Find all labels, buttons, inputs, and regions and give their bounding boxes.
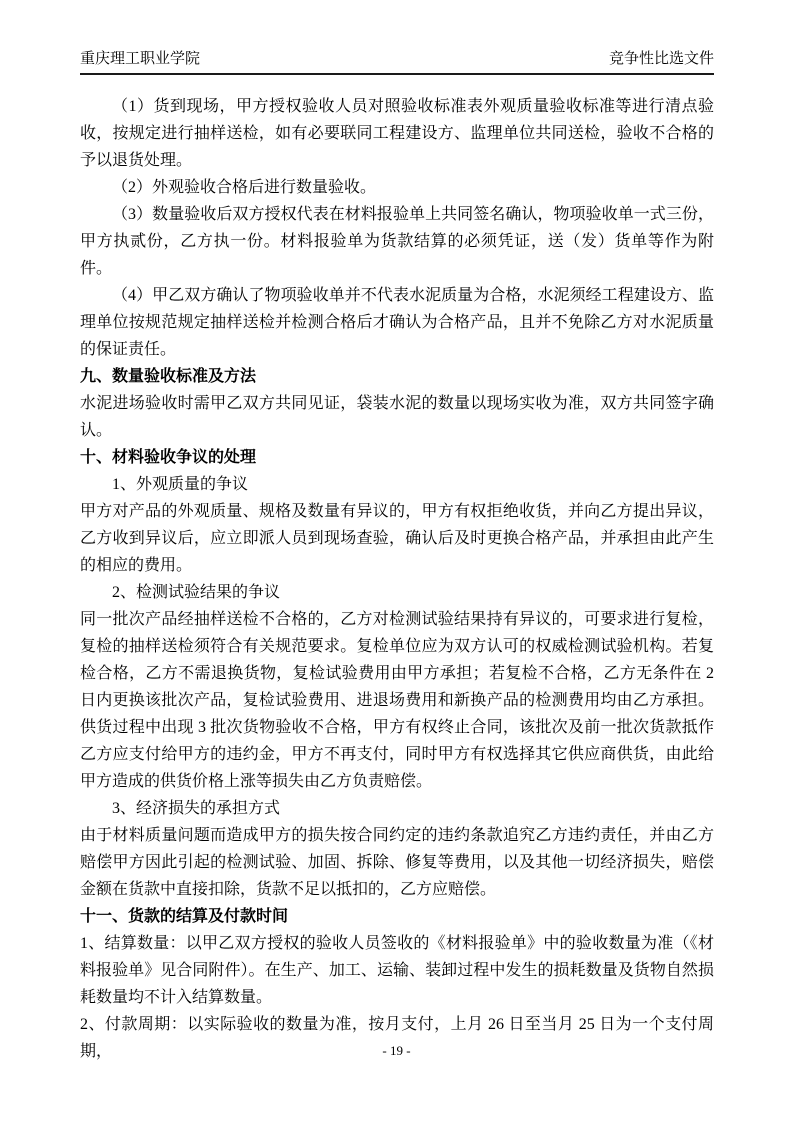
sub-heading: 1、外观质量的争议 (112, 476, 249, 493)
sub-heading: 3、经济损失的承担方式 (112, 800, 281, 817)
paragraph: 同一批次产品经抽样送检不合格的，乙方对检测试验结果持有异议的，可要求进行复检，复检的抽样送检须符合有关规范要求。复检单位应为双方认可的权威检测试验机构。若复检合格，乙方不需退换货物，复检试验费用由甲方承担；若复检不合格，乙方无条件在 2 日内更换该批次产品，复检试验费用、进退场费用和新换产品的检测费用均由乙方承担。供货过程中出现 3 批次货物验收不合格，甲方有权终止合同，该批次及前一批次货款抵作乙方应支付给甲方的违约金，甲方不再支付，同时甲方有权选择其它供应商供货，由此给甲方造成的供货价格上涨等损失由乙方负责赔偿。 (80, 611, 714, 790)
paragraph: （2）外观验收合格后进行数量验收。 (112, 179, 377, 196)
page-header (80, 50, 714, 75)
header-document-type: 竞争性比选文件 (608, 50, 714, 67)
paragraph: （4）甲乙双方确认了物项验收单并不代表水泥质量为合格，水泥须经工程建设方、监理单位按规范规定抽样送检并检测合格后才确认为合格产品，且并不免除乙方对水泥质量的保证责任。 (80, 287, 714, 358)
page-footer (0, 1043, 793, 1059)
sub-heading: 2、检测试验结果的争议 (112, 584, 281, 601)
paragraph: （3）数量验收后双方授权代表在材料报验单上共同签名确认，物项验收单一式三份，甲方执贰份，乙方执一份。材料报验单为货款结算的必须凭证，送（发）货单等作为附件。 (80, 206, 714, 277)
paragraph: 1、结算数量：以甲乙双方授权的验收人员签收的《材料报验单》中的验收数量为准（《材料报验单》见合同附件）。在生产、加工、运输、装卸过程中发生的损耗数量及货物自然损耗数量均不计入结算数量。 (80, 935, 714, 1006)
paragraph: 2、付款周期：以实际验收的数量为准，按月支付，上月 26 日至当月 25 日为一个支付周期， (80, 1016, 714, 1060)
section-heading: 九、数量验收标准及方法 (80, 368, 257, 385)
header-organization: 重庆理工职业学院 (80, 50, 201, 67)
section-heading: 十一、货款的结算及付款时间 (80, 908, 289, 925)
document-body (80, 93, 714, 1065)
section-heading: 十、材料验收争议的处理 (80, 449, 257, 466)
paragraph: 由于材料质量问题而造成甲方的损失按合同约定的违约条款追究乙方违约责任，并由乙方赔偿甲方因此引起的检测试验、加固、拆除、修复等费用，以及其他一切经济损失，赔偿金额在货款中直接扣除，货款不足以抵扣的，乙方应赔偿。 (80, 827, 714, 898)
paragraph: 甲方对产品的外观质量、规格及数量有异议的，甲方有权拒绝收货，并向乙方提出异议，乙方收到异议后，应立即派人员到现场查验，确认后及时更换合格产品，并承担由此产生的相应的费用。 (80, 503, 714, 574)
paragraph: （1）货到现场，甲方授权验收人员对照验收标准表外观质量验收标准等进行清点验收，按规定进行抽样送检，如有必要联同工程建设方、监理单位共同送检，验收不合格的予以退货处理。 (80, 98, 714, 169)
page-number: - 19 - (382, 1043, 411, 1058)
paragraph: 水泥进场验收时需甲乙双方共同见证，袋装水泥的数量以现场实收为准，双方共同签字确认。 (80, 395, 714, 439)
